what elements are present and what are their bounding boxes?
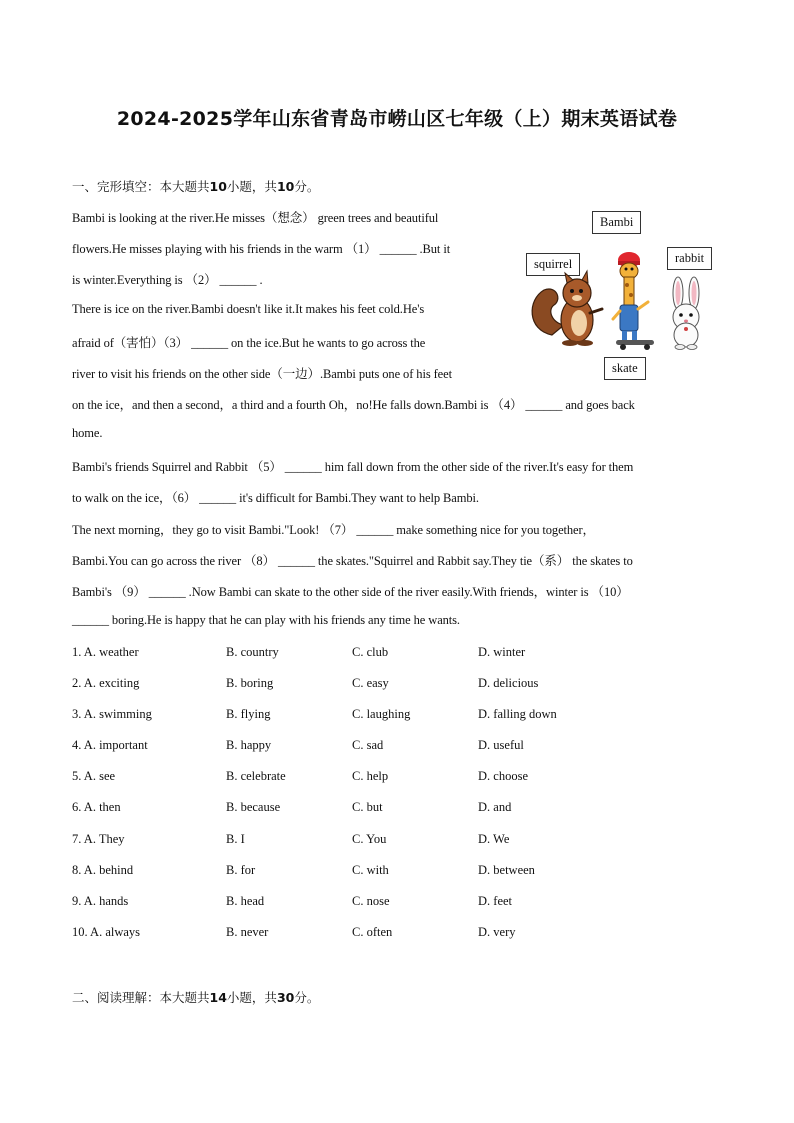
passage-line: on the ice，and then a second，a third and a fourth Oh，no!He falls down.Bambi is （4） ______ and goes back [72,398,635,412]
section-heading-suffix: 分。 [294,179,320,194]
label-bambi: Bambi [592,211,641,234]
section-heading-cloze [72,177,319,195]
option-d[interactable]: D. between [478,863,535,877]
option-c[interactable]: C. club [352,645,389,659]
rabbit-drawing [673,277,699,350]
passage-line: flowers.He misses playing with his friends in the warm （1） ______ .But it [72,242,451,256]
option-a[interactable]: 2. A. exciting [72,676,140,690]
option-d[interactable]: D. and [478,800,512,814]
option-a[interactable]: 6. A. then [72,800,121,814]
question-row-1 [72,645,732,665]
option-d[interactable]: D. useful [478,738,524,752]
option-d[interactable]: D. very [478,925,516,939]
section-heading-prefix: 二、阅读理解：本大题共 [72,990,210,1005]
option-b[interactable]: B. flying [226,707,271,721]
passage-line: home. [72,426,103,440]
option-c[interactable]: C. You [352,832,387,846]
section-heading-mid: 小题，共 [226,179,277,194]
option-d[interactable]: D. winter [478,645,526,659]
option-a[interactable]: 7. A. They [72,832,125,846]
option-a[interactable]: 1. A. weather [72,645,139,659]
bambi-drawing [613,252,654,350]
option-a[interactable]: 4. A. important [72,738,148,752]
option-b[interactable]: B. for [226,863,256,877]
passage-line: Bambi's （9） ______ .Now Bambi can skate to the other side of the river easily.With friends，winter is （10） [72,585,629,599]
label-skate: skate [604,357,646,380]
question-row-9 [72,894,732,914]
option-c[interactable]: C. laughing [352,707,411,721]
story-illustration [522,205,727,390]
passage-line: river to visit his friends on the other side（一边）.Bambi puts one of his feet [72,367,452,381]
question-row-2 [72,676,732,696]
option-d[interactable]: D. choose [478,769,528,783]
question-row-6 [72,800,732,820]
section-heading-prefix: 一、完形填空：本大题共 [72,179,210,194]
option-c[interactable]: C. often [352,925,393,939]
option-a[interactable]: 8. A. behind [72,863,134,877]
question-row-8 [72,863,732,883]
question-count: 10 [209,179,227,194]
option-d[interactable]: D. falling down [478,707,557,721]
option-d[interactable]: D. We [478,832,510,846]
option-b[interactable]: B. happy [226,738,272,752]
passage-line: ______ boring.He is happy that he can play with his friends any time he wants. [72,613,460,627]
section-points: 10 [276,179,295,194]
question-row-3 [72,707,732,727]
section-heading-reading [72,988,319,1006]
option-a[interactable]: 9. A. hands [72,894,129,908]
option-c[interactable]: C. sad [352,738,384,752]
option-b[interactable]: B. country [226,645,279,659]
section-heading-mid: 小题，共 [226,990,277,1005]
section-heading-suffix: 分。 [294,990,320,1005]
option-b[interactable]: B. I [226,832,245,846]
option-c[interactable]: C. but [352,800,383,814]
question-row-7 [72,832,732,852]
passage-line: afraid of（害怕）（3） ______ on the ice.But he wants to go across the [72,336,426,350]
passage-line: is winter.Everything is （2） ______ . [72,273,263,287]
passage-line: Bambi is looking at the river.He misses（想念） green trees and beautiful [72,211,439,225]
label-squirrel: squirrel [526,253,580,276]
question-row-4 [72,738,732,758]
option-b[interactable]: B. because [226,800,281,814]
passage-line: to walk on the ice，（6） ______ it's difficult for Bambi.They want to help Bambi. [72,491,479,505]
option-c[interactable]: C. easy [352,676,389,690]
passage-line: Bambi.You can go across the river （8） ______ the skates."Squirrel and Rabbit say.They tie（系） the skates to [72,554,633,568]
question-row-10 [72,925,732,945]
option-a[interactable]: 5. A. see [72,769,116,783]
option-c[interactable]: C. nose [352,894,390,908]
option-a[interactable]: 10. A. always [72,925,141,939]
option-d[interactable]: D. feet [478,894,513,908]
question-row-5 [72,769,732,789]
passage-line: Bambi's friends Squirrel and Rabbit （5） ______ him fall down from the other side of the river.It's easy for them [72,460,634,474]
passage-line: There is ice on the river.Bambi doesn't like it.It makes his feet cold.He's [72,302,425,316]
option-a[interactable]: 3. A. swimming [72,707,152,721]
option-b[interactable]: B. celebrate [226,769,286,783]
question-count: 14 [209,990,227,1005]
option-c[interactable]: C. with [352,863,389,877]
option-d[interactable]: D. delicious [478,676,539,690]
label-rabbit: rabbit [667,247,712,270]
page-title: 2024-2025学年山东省青岛市崂山区七年级（上）期末英语试卷 [116,108,678,130]
option-b[interactable]: B. never [226,925,269,939]
option-c[interactable]: C. help [352,769,389,783]
option-b[interactable]: B. boring [226,676,274,690]
section-points: 30 [276,990,295,1005]
squirrel-drawing [532,271,602,346]
option-b[interactable]: B. head [226,894,265,908]
passage-line: The next morning，they go to visit Bambi."Look! （7） ______ make something nice for you together， [72,523,595,537]
